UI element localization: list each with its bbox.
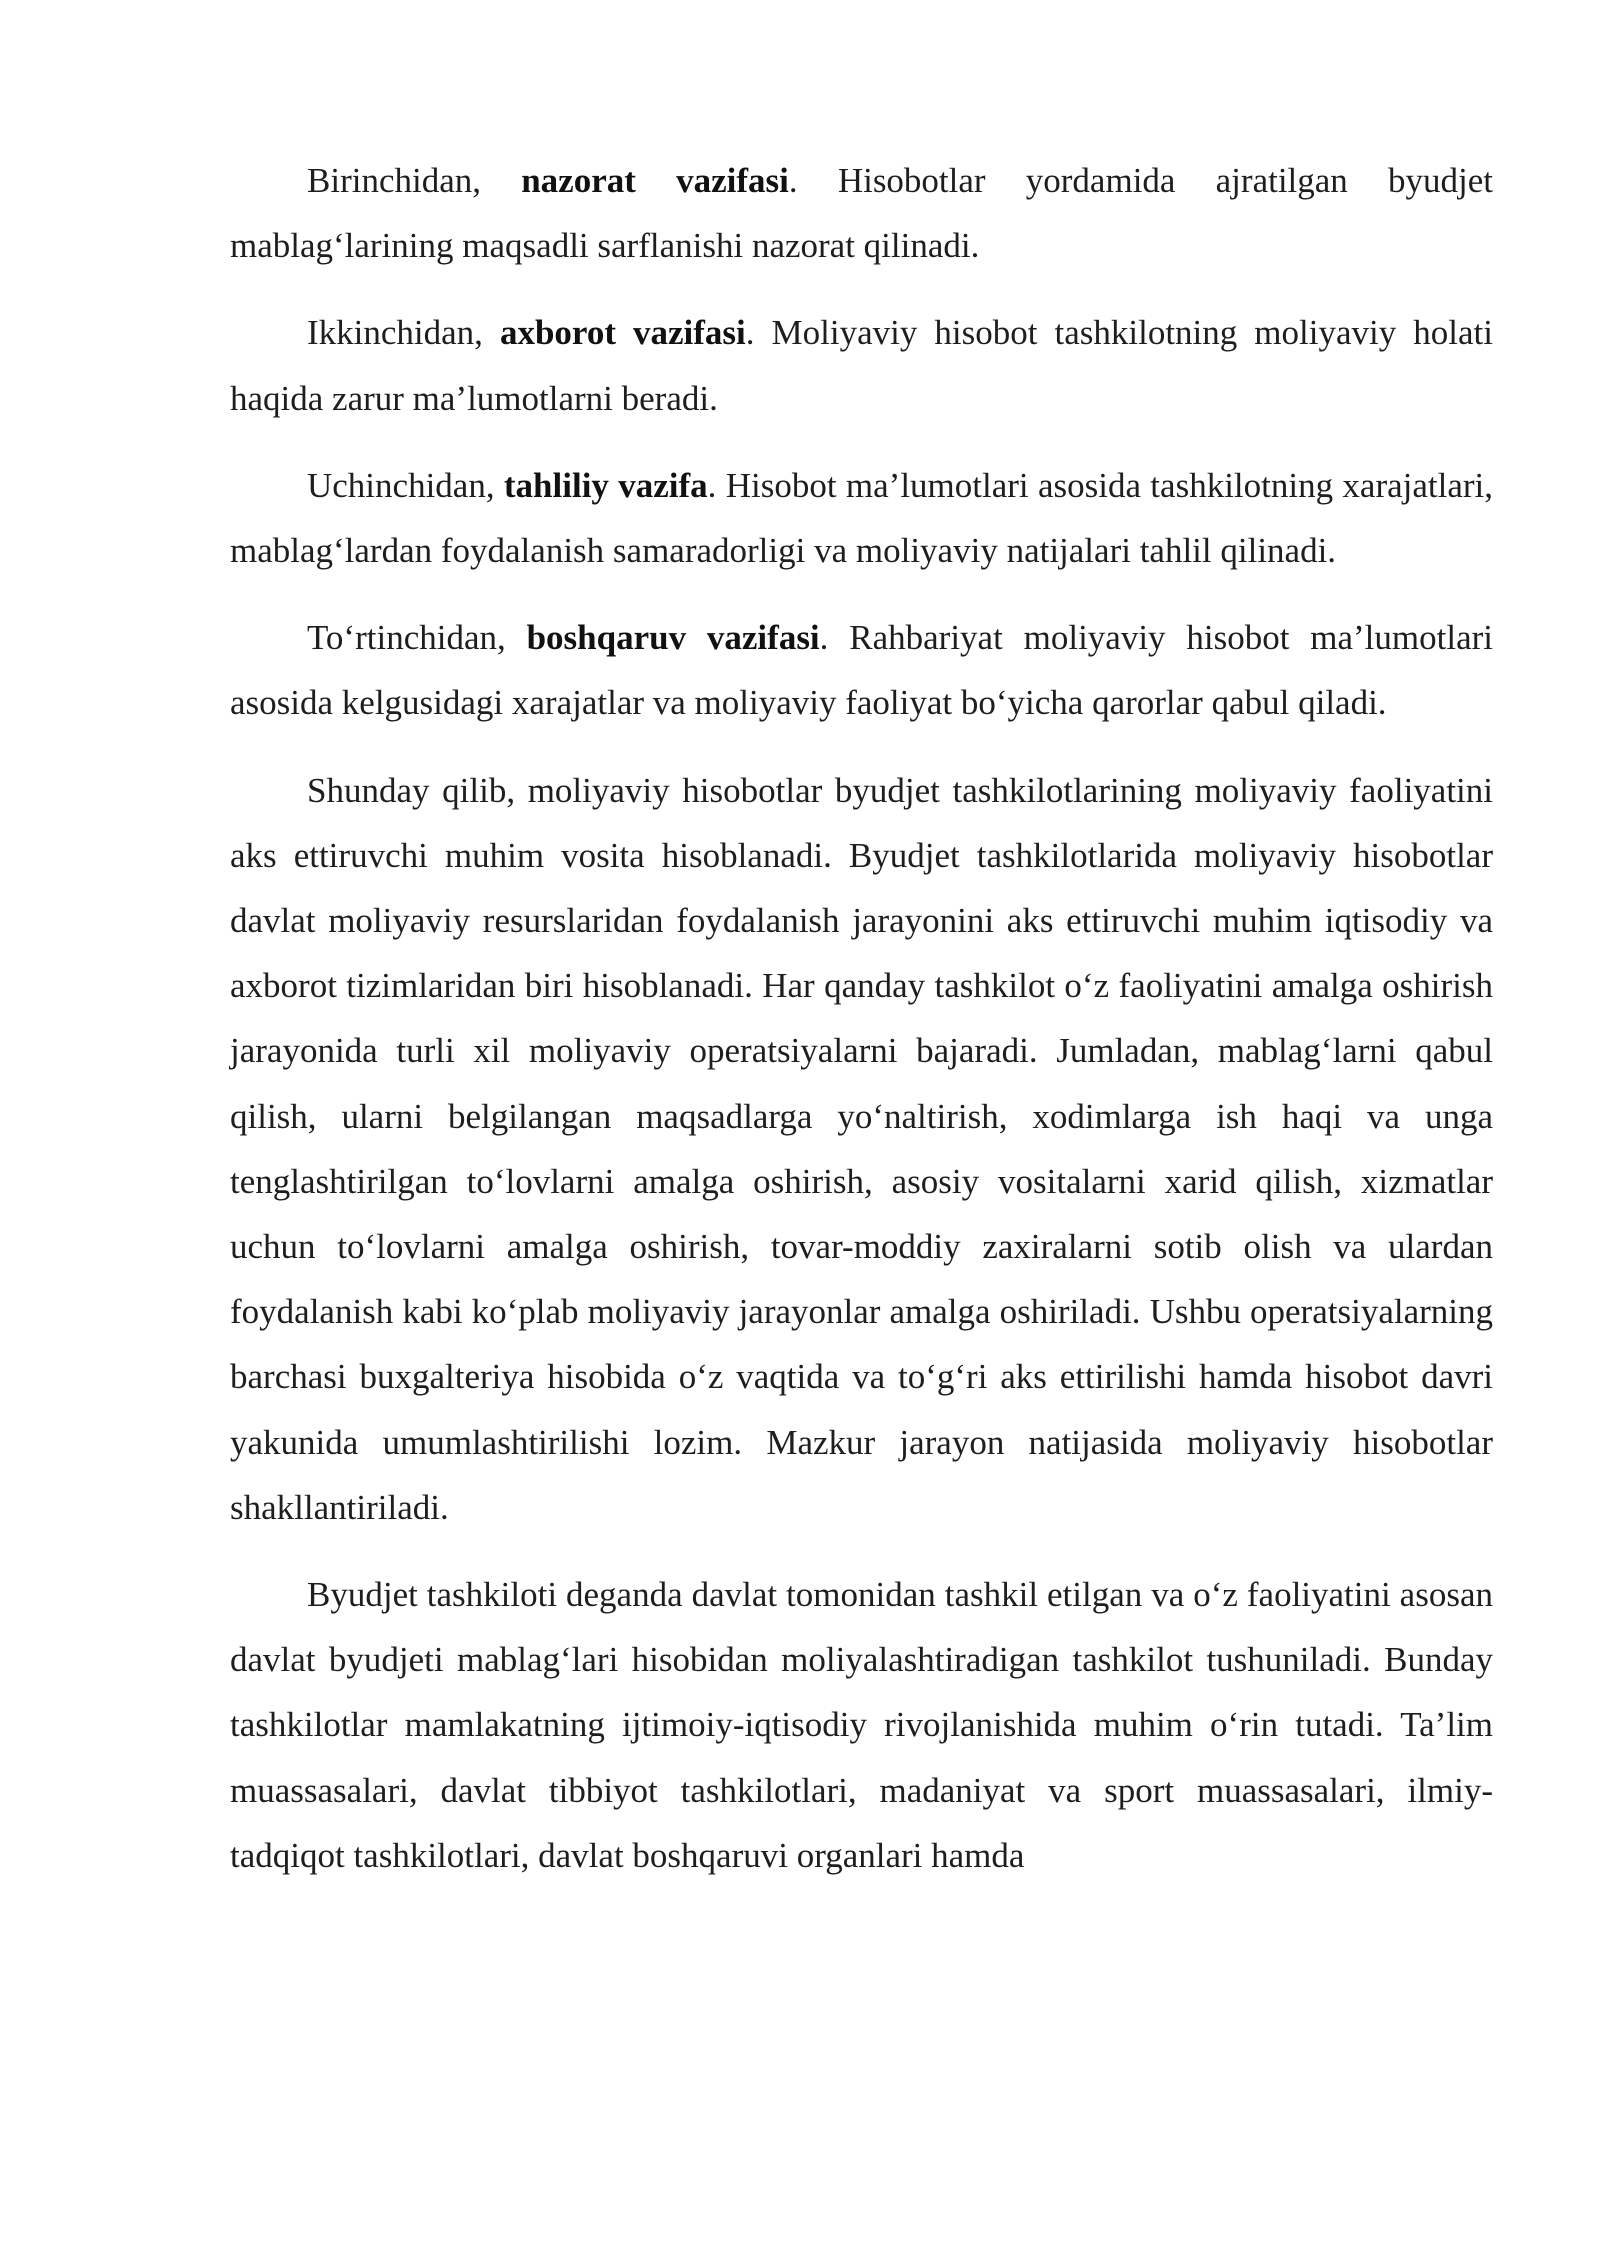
paragraph-lead: Uchinchidan, [307, 465, 504, 505]
paragraph-information-function [230, 300, 1493, 430]
paragraph-lead: Birinchidan, [307, 161, 522, 200]
paragraph-management-function [230, 605, 1493, 735]
bold-term-management: boshqaruv vazifasi [526, 618, 820, 658]
paragraph-rest: . Hisobotlar yordamida ajratilgan byudjet mablag‘larining maqsadli sarflanishi nazorat qilinadi. [230, 161, 1493, 266]
document-body [230, 148, 1493, 1910]
paragraph-rest: . Rahbariyat moliyaviy hisobot ma’lumotlari asosida kelgusidagi xarajatlar va moliyaviy faoliyat bo‘yicha qarorlar qabul qiladi. [230, 618, 1493, 723]
paragraph-budget-organization: Byudjet tashkiloti deganda davlat tomonidan tashkil etilgan va o‘z faoliyatini asosan davlat byudjeti mablag‘lari hisobidan moliyalashtiradigan tashkilot tushuniladi. Bunday tashkilotlar mamlakatning ijtimoiy-iqtisodiy rivojlanishida muhim o‘rin tutadi. Ta’lim muassasalari, davlat tibbiyot tashkilotlari, madaniyat va sport muassasalari, ilmiy-tadqiqot tashkilotlari, davlat boshqaruvi organlari hamda [230, 1575, 1493, 1875]
paragraph-control-function [230, 148, 1493, 278]
paragraph-rest: . Hisobot ma’lumotlari asosida tashkilotning xarajatlari, mablag‘lardan foydalanish samaradorligi va moliyaviy natijalari tahlil qilinadi. [230, 465, 1494, 571]
bold-term-information: axborot vazifasi [499, 313, 746, 353]
paragraph-summary: Shunday qilib, moliyaviy hisobotlar byudjet tashkilotlarining moliyaviy faoliyatini aks ettiruvchi muhim vosita hisoblanadi. Byudjet tashkilotlarida moliyaviy hisobotlar davlat moliyaviy resurslaridan foydalanish jarayonini aks ettiruvchi muhim iqtisodiy va axborot tizimlaridan biri hisoblanadi. Har qanday tashkilot o‘z faoliyatini amalga oshirish jarayonida turli xil moliyaviy operatsiyalarni bajaradi. Jumladan, mablag‘larni qabul qilish, ularni belgilangan maqsadlarga yo‘naltirish, xodimlarga ish haqi va unga tenglashtirilgan to‘lovlarni amalga oshirish, asosiy vositalarni xarid qilish, xizmatlar uchun to‘lovlarni amalga oshirish, tovar-moddiy zaxiralarni sotib olish va ulardan foydalanish kabi ko‘plab moliyaviy jarayonlar amalga oshiriladi. Ushbu operatsiyalarning barchasi buxgalteriya hisobida o‘z vaqtida va to‘g‘ri aks ettirilishi hamda hisobot davri yakunida umumlashtirilishi lozim. Mazkur jarayon natijasida moliyaviy hisobotlar shakllantiriladi. [230, 770, 1493, 1527]
paragraph-lead: To‘rtinchidan, [307, 618, 527, 658]
paragraph-rest: . Moliyaviy hisobot tashkilotning moliyaviy holati haqida zarur ma’lumotlarni beradi. [230, 313, 1493, 418]
paragraph-analytical-function [230, 453, 1493, 583]
paragraph-lead: Ikkinchidan, [307, 313, 500, 353]
bold-term-analytical: tahliliy vazifa [503, 465, 708, 505]
bold-term-control: nazorat vazifasi [521, 161, 789, 200]
